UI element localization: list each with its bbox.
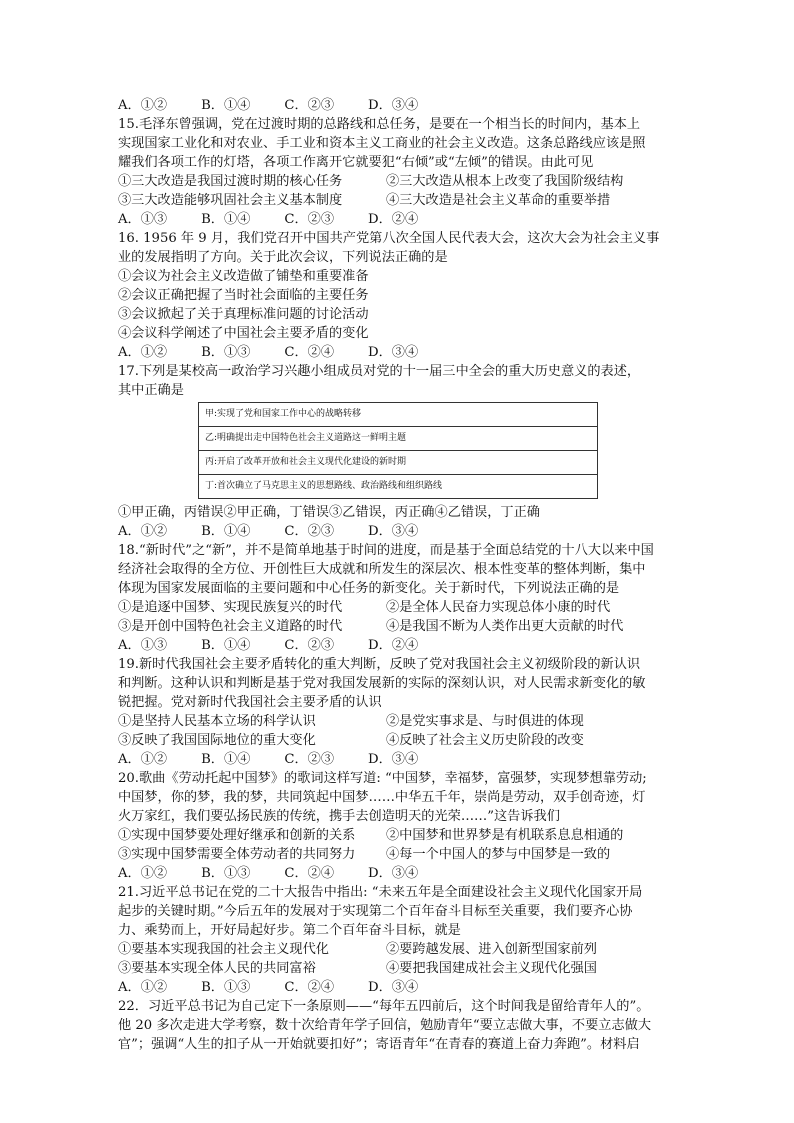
option-b[interactable]: B．①④ bbox=[201, 98, 251, 113]
option-a[interactable]: A．①② bbox=[118, 524, 168, 539]
option-d[interactable]: D．②④ bbox=[368, 638, 419, 653]
option-a[interactable]: A．①② bbox=[118, 866, 168, 881]
statement: ②中国梦和世界梦是有机联系息息相通的 bbox=[386, 828, 624, 843]
question-stem: 业的发展指明了方向。关于此次会议，下列说法正确的是 bbox=[118, 250, 448, 265]
option-d[interactable]: D．②④ bbox=[368, 212, 419, 227]
q14-options bbox=[118, 96, 678, 115]
question-stem: 实现国家工业化和对农业、手工业和资本主义工商业的社会主义改造。这条总路线应该是照 bbox=[118, 136, 646, 151]
statement: ④三大改造是社会主义革命的重要举措 bbox=[386, 193, 611, 208]
option-d[interactable]: D．③④ bbox=[368, 524, 419, 539]
statement-row bbox=[118, 731, 678, 750]
option-b[interactable]: B．①④ bbox=[201, 752, 251, 767]
question-stem: 和判断。这种认识和判断是基于党对我国发展新的实际的深刻认识，对人民需求新变化的敏 bbox=[118, 676, 646, 691]
statement: ④每一个中国人的梦与中国梦是一致的 bbox=[386, 847, 611, 862]
option-a[interactable]: A．①② bbox=[118, 345, 168, 360]
statement-row bbox=[118, 617, 678, 636]
option-d[interactable]: D．③④ bbox=[368, 752, 419, 767]
option-a[interactable]: A．①② bbox=[118, 980, 168, 995]
question-stem: 中国梦，你的梦，我的梦，共同筑起中国梦……中华五千年，崇尚是劳动，双手创奇迹，灯 bbox=[118, 790, 646, 805]
option-a[interactable]: A．①② bbox=[118, 752, 168, 767]
statement: ①要基本实现我国的社会主义现代化 bbox=[118, 942, 329, 957]
question-stem: 锐把握。党对新时代我国社会主要矛盾的认识 bbox=[118, 695, 382, 710]
question-17 bbox=[118, 362, 678, 541]
question-stem: 经济社会取得的全方位、开创性巨大成就和所发生的深层次、根本性变革的整体判断，集中 bbox=[118, 562, 646, 577]
statement-row bbox=[118, 598, 678, 617]
answer-options bbox=[118, 343, 678, 362]
option-c[interactable]: C．②③ bbox=[284, 212, 335, 227]
statement: ①会议为社会主义改造做了铺垫和重要准备 bbox=[118, 269, 369, 284]
option-b[interactable]: B．①④ bbox=[201, 524, 251, 539]
statement: ③实现中国梦需要全体劳动者的共同努力 bbox=[118, 847, 356, 862]
table-row: 乙:明确提出走中国特色社会主义道路这一鲜明主题 bbox=[199, 427, 597, 451]
question-18 bbox=[118, 541, 678, 655]
question-stem: 21.习近平总书记在党的二十大报告中指出: “未来五年是全面建设社会主义现代化国家开局 bbox=[118, 885, 643, 900]
question-19 bbox=[118, 655, 678, 769]
statement-row bbox=[118, 940, 678, 959]
question-16 bbox=[118, 229, 678, 362]
table-row: 甲:实现了党和国家工作中心的战略转移 bbox=[199, 403, 597, 427]
answer-options bbox=[118, 978, 678, 997]
question-15 bbox=[118, 115, 678, 229]
answer-options bbox=[118, 522, 678, 541]
option-b[interactable]: B．①④ bbox=[201, 638, 251, 653]
option-c[interactable]: C．②③ bbox=[284, 524, 335, 539]
question-stem: 16. 1956 年 9 月，我们党召开中国共产党第八次全国人民代表大会，这次大会为社会主义事 bbox=[118, 231, 660, 246]
question-stem: 其中正确是 bbox=[118, 383, 184, 398]
option-a[interactable]: A．①③ bbox=[118, 212, 168, 227]
answer-options bbox=[118, 210, 678, 229]
statement: ③反映了我国国际地位的重大变化 bbox=[118, 733, 316, 748]
question-stem: 22．习近平总书记为自己定下一条原则——“每年五四前后，这个时间我是留给青年人的”。 bbox=[118, 999, 650, 1014]
statement-row bbox=[118, 712, 678, 731]
option-b[interactable]: B．①③ bbox=[201, 866, 251, 881]
statement: ①是追逐中国梦、实现民族复兴的时代 bbox=[118, 600, 343, 615]
statement: ①实现中国梦要处理好继承和创新的关系 bbox=[118, 828, 356, 843]
question-stem: 力、乘势而上，开好局起好步。第二个百年奋斗目标，就是 bbox=[118, 923, 461, 938]
statement-table bbox=[198, 402, 598, 499]
table-row: 丁:首次确立了马克思主义的思想路线、政治路线和组织路线 bbox=[205, 481, 443, 491]
option-b[interactable]: B．①④ bbox=[201, 212, 251, 227]
statement-row bbox=[118, 845, 678, 864]
statement: ②是全体人民奋力实现总体小康的时代 bbox=[386, 600, 611, 615]
question-20 bbox=[118, 769, 678, 883]
statement-row bbox=[118, 826, 678, 845]
question-stem: 他 20 多次走进大学考察，数十次给青年学子回信，勉励青年“要立志做大事，不要立志做大 bbox=[118, 1018, 652, 1033]
statement-row bbox=[118, 191, 678, 210]
question-22 bbox=[118, 997, 678, 1054]
question-stem: 20.歌曲《劳动托起中国梦》的歌词这样写道: “中国梦，幸福梦，富强梦，实现梦想靠劳动; bbox=[118, 771, 647, 786]
statement: ②是党实事求是、与时俱进的体现 bbox=[386, 714, 584, 729]
statement-row bbox=[118, 959, 678, 978]
question-stem: 官”；强调“人生的扣子从一开始就要扣好”；寄语青年“在青春的赛道上奋力奔跑”。材料启 bbox=[118, 1037, 640, 1052]
combination-line: ①甲正确，丙错误②甲正确，丁错误③乙错误，丙正确④乙错误，丁正确 bbox=[118, 505, 540, 520]
exam-page bbox=[118, 96, 678, 1054]
option-d[interactable]: D．③④ bbox=[368, 98, 419, 113]
statement: ②会议正确把握了当时社会面临的主要任务 bbox=[118, 288, 369, 303]
question-stem: 19.新时代我国社会主要矛盾转化的重大判断，反映了党对我国社会主义初级阶段的新认识 bbox=[118, 657, 641, 672]
statement: ④要把我国建成社会主义现代化强国 bbox=[386, 961, 597, 976]
question-stem: 耀我们各项工作的灯塔，各项工作离开它就要犯“右倾”或“左倾”的错误。由此可见 bbox=[118, 155, 594, 170]
answer-options bbox=[118, 636, 678, 655]
statement-row bbox=[118, 172, 678, 191]
question-stem: 18.“新时代”之“新”，并不是简单地基于时间的进度，而是基于全面总结党的十八大以来中国 bbox=[118, 543, 654, 558]
statement: ③是开创中国特色社会主义道路的时代 bbox=[118, 619, 343, 634]
statement: ④会议科学阐述了中国社会主要矛盾的变化 bbox=[118, 326, 369, 341]
statement: ①三大改造是我国过渡时期的核心任务 bbox=[118, 174, 343, 189]
question-stem: 15.毛泽东曾强调，党在过渡时期的总路线和总任务，是要在一个相当长的时间内，基本上 bbox=[118, 117, 641, 132]
option-a[interactable]: A．①② bbox=[118, 98, 168, 113]
option-c[interactable]: C．②③ bbox=[284, 98, 335, 113]
question-stem: 17.下列是某校高一政治学习兴趣小组成员对党的十一届三中全会的重大历史意义的表述， bbox=[118, 364, 641, 379]
table-row: 丙:开启了改革开放和社会主义现代化建设的新时期 bbox=[199, 451, 597, 475]
option-c[interactable]: C．②④ bbox=[284, 345, 335, 360]
question-stem: 体现为国家发展面临的主要问题和中心任务的新变化。关于新时代，下列说法正确的是 bbox=[118, 581, 620, 596]
option-d[interactable]: D．③④ bbox=[368, 345, 419, 360]
option-d[interactable]: D．③④ bbox=[368, 866, 419, 881]
statement: ②要跨越发展、进入创新型国家前列 bbox=[386, 942, 597, 957]
statement: ③会议掀起了关于真理标准问题的讨论活动 bbox=[118, 307, 369, 322]
option-b[interactable]: B．①③ bbox=[201, 980, 251, 995]
statement: ②三大改造从根本上改变了我国阶级结构 bbox=[386, 174, 624, 189]
answer-options bbox=[118, 864, 678, 883]
option-c[interactable]: C．②④ bbox=[284, 866, 335, 881]
statement: ③要基本实现全体人民的共同富裕 bbox=[118, 961, 316, 976]
option-c[interactable]: C．②④ bbox=[284, 980, 335, 995]
statement: ①是坚持人民基本立场的科学认识 bbox=[118, 714, 316, 729]
option-d[interactable]: D．③④ bbox=[368, 980, 419, 995]
option-b[interactable]: B．①③ bbox=[201, 345, 251, 360]
question-21 bbox=[118, 883, 678, 997]
statement: ③三大改造能够巩固社会主义基本制度 bbox=[118, 193, 343, 208]
question-stem: 起步的关键时期。”今后五年的发展对于实现第二个百年奋斗目标至关重要，我们要齐心协 bbox=[118, 904, 633, 919]
option-c[interactable]: C．②③ bbox=[284, 752, 335, 767]
option-a[interactable]: A．①③ bbox=[118, 638, 168, 653]
answer-options bbox=[118, 750, 678, 769]
statement: ④反映了社会主义历史阶段的改变 bbox=[386, 733, 584, 748]
statement: ④是我国不断为人类作出更大贡献的时代 bbox=[386, 619, 624, 634]
question-stem: 火万家红，我们要弘扬民族的传统，携手去创造明天的光荣……”这告诉我们 bbox=[118, 809, 560, 824]
option-c[interactable]: C．②③ bbox=[284, 638, 335, 653]
